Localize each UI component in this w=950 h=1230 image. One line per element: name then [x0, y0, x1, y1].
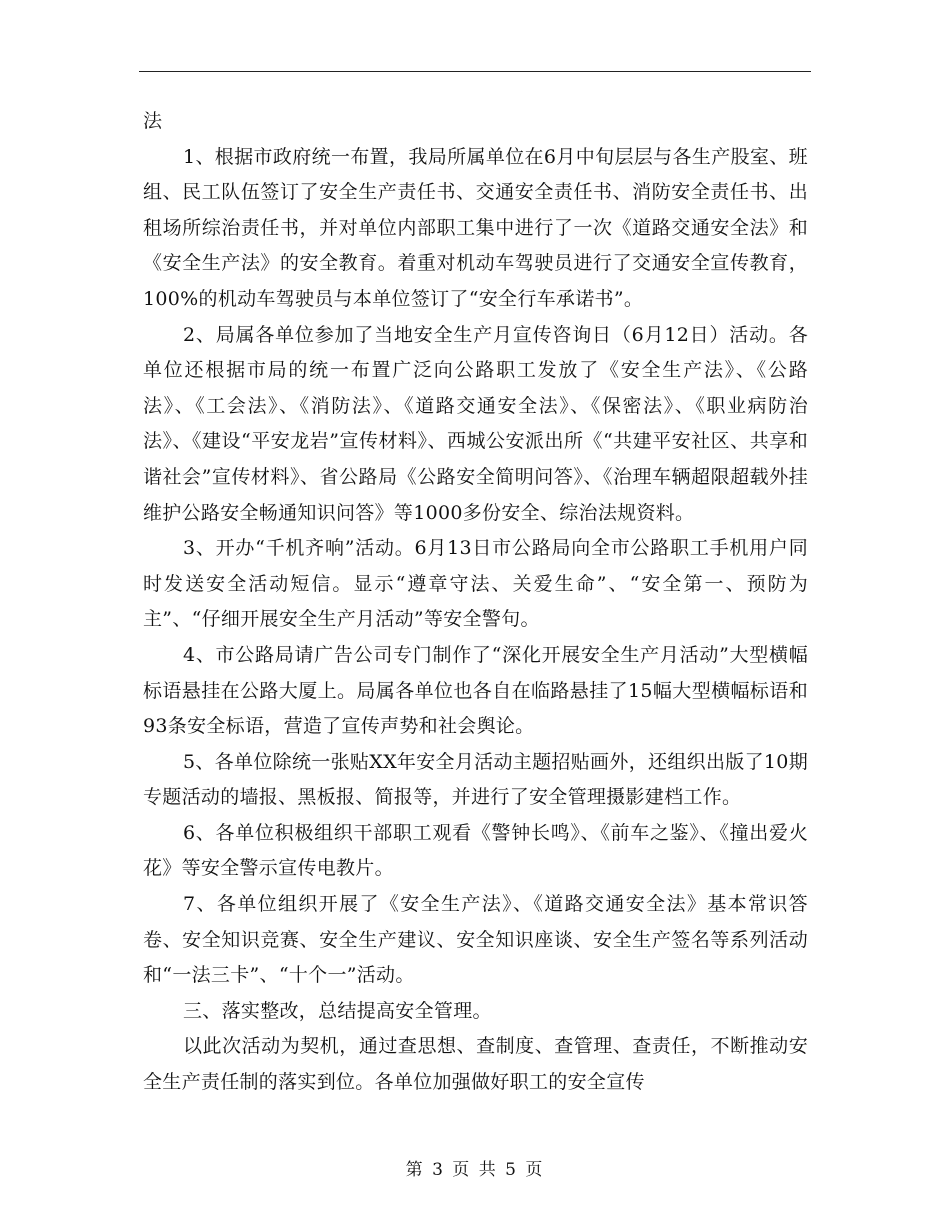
paragraph-item-7: 7、各单位组织开展了《安全生产法》、《道路交通安全法》基本常识答卷、安全知识竞赛、安全生产建议、安全知识座谈、安全生产签名等系列活动和“一法三卡”、“十个一”活动。: [143, 893, 808, 987]
paragraph-item-3: 3、开办“千机齐响”活动。6月13日市公路局向全市公路职工手机用户同时发送安全活动短信。显示“遵章守法、关爱生命”、“安全第一、预防为主”、“仔细开展安全生产月活动”等安全警句。: [143, 537, 808, 631]
paragraph-item-4: 4、市公路局请广告公司专门制作了“深化开展安全生产月活动”大型横幅标语悬挂在公路大厦上。局属各单位也各自在临路悬挂了15幅大型横幅标语和93条安全标语，营造了宣传声势和社会舆论。: [143, 643, 808, 738]
document-body: [143, 104, 808, 1101]
paragraph-item-2: 2、局属各单位参加了当地安全生产月宣传咨询日（6月12日）活动。各单位还根据市局的统一布置广泛向公路职工发放了《安全生产法》、《公路法》、《工会法》、《消防法》、《道路交通安全法》、《保密法》、《职业病防治法》、《建设“平安龙岩”宣传材料》、西城公安派出所《“共建平安社区、共享和谐社会”宣传材料》、省公路局《公路安全简明问答》、《治理车辆超限超载外挂维护公路安全畅通知识问答》等1000多份安全、综治法规资料。: [143, 323, 808, 524]
paragraph-item-6: 6、各单位积极组织干部职工观看《警钟长鸣》、《前车之鉴》、《撞出爱火花》等安全警示宣传电教片。: [143, 821, 808, 880]
header-rule: [139, 71, 811, 72]
section-heading-3: 三、落实整改，总结提高安全管理。: [183, 999, 492, 1022]
paragraph-item-5: 5、各单位除统一张贴XX年安全月活动主题招贴画外，还组织出版了10期专题活动的墙报、黑板报、简报等，并进行了安全管理摄影建档工作。: [143, 750, 808, 809]
page-number-footer: 第 3 页 共 5 页: [405, 1160, 545, 1180]
paragraph-continuation: 法: [143, 110, 163, 132]
paragraph-item-1: 1、根据市政府统一布置，我局所属单位在6月中旬层层与各生产股室、班组、民工队伍签订了安全生产责任书、交通安全责任书、消防安全责任书、出租场所综治责任书，并对单位内部职工集中进行了一次《道路交通安全法》和《安全生产法》的安全教育。着重对机动车驾驶员进行了交通安全宣传教育，100%的机动车驾驶员与本单位签订了“安全行车承诺书”。: [143, 145, 808, 310]
paragraph-closing: 以此次活动为契机，通过查思想、查制度、查管理、查责任，不断推动安全生产责任制的落实到位。各单位加强做好职工的安全宣传: [143, 1035, 808, 1094]
